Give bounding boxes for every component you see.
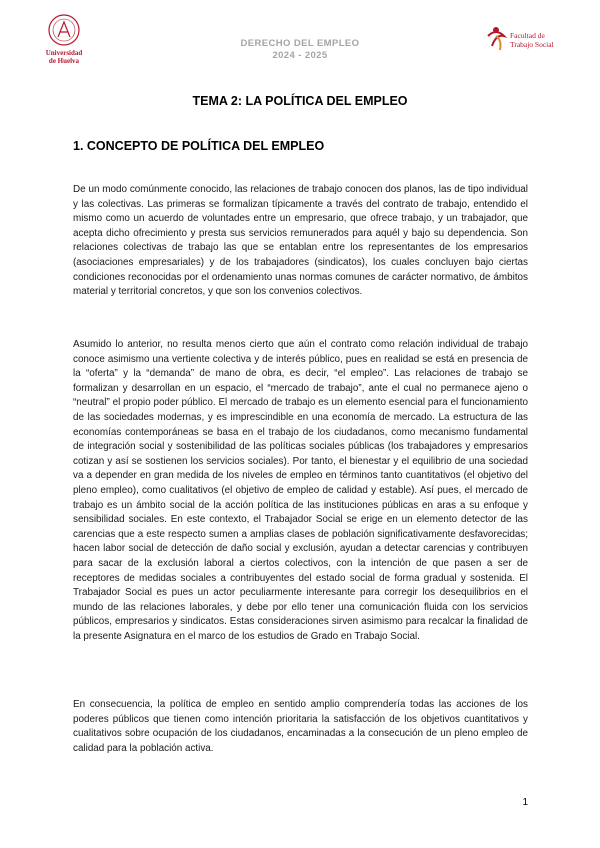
- header-year: 2024 - 2025: [272, 50, 328, 61]
- svg-text:Trabajo Social: Trabajo Social: [510, 40, 554, 49]
- page-number: 1: [522, 797, 528, 808]
- paragraph-1: De un modo comúnmente conocido, las relaciones de trabajo conocen dos planos, las de tipo individual y las colectivas. Las primeras se formalizan típicamente a través del contrato de trabajo, entendido el mismo como un acuerdo de voluntades entre un empresario, que ofrece trabajo, y un trabajador, que acepta dicho ofrecimiento y presta sus servicios remunerados para aquél y bajo su dependencia. Son relaciones colectivas de trabajo las que se entablan entre los representantes de los empresarios (asociaciones empresariales) y de los trabajadores (sindicatos), los cuales concluyen bajo ciertas condiciones reconocidas por el ordenamiento unas normas comunes de carácter normativo, de ámbitos material y territorial concretos, y que son los convenios colectivos.: [73, 184, 528, 298]
- paragraph-2: Asumido lo anterior, no resulta menos cierto que aún el contrato como relación individual de trabajo conoce asimismo una vertiente colectiva y de interés público, pues en realidad se está en presencia de la “oferta” y la “demanda” de mano de obra, es decir, “el empleo”. Las relaciones de trabajo se formalizan y desarrollan en un espacio, el “mercado de trabajo”, ante el cual no permanece ajeno o “neutral” el propio poder público. El mercado de trabajo es un elemento esencial para el funcionamiento de las sociedades modernas, y es imprescindible en una economía de mercado. La estructura de las economías contemporáneas se basa en el trabajo de los ciudadanos, como mecanismo fundamental de integración social y sostenibilidad de las políticas sociales públicas (los trabajadores y empresarios cotizan y así se sostienen los servicios sociales). Por tanto, el bienestar y el equilibrio de una sociedad va a depender en gran medida de los niveles de empleo en términos tanto cuantitativos (el objetivo del pleno empleo), como cualitativos (el objetivo de empleo de calidad y estable). Así pues, el mercado de trabajo es un ámbito social de la acción política de las instituciones públicas en aras a su enfoque y sensibilidad sociales. En este contexto, el Trabajador Social se erige en un elemento detector de las carencias que a este respecto sumen a amplias clases de población significativamente desfavorecidas; hacen labor social de detección de daño social y exclusión, ayudan a detectar carencias y contribuyen para sacar de la exclusión laboral a ciertos colectivos, con la intención de que pasen a ser de receptores de medidas sociales a contribuyentes del estado social de forma gradual y sostenida. El Trabajador Social es pues un actor peculiarmente interesante para corregir los desequilibrios en el mundo de las relaciones laborales, y debe por ello tener una comunicación fluida con los servicios públicos, empresarios y sindicatos. Estas consideraciones sirven asimismo para recalcar la finalidad de la presente Asignatura en el marco de los estudios de Grado en Trabajo Social.: [73, 339, 528, 642]
- section-heading: 1. CONCEPTO DE POLÍTICA DEL EMPLEO: [73, 139, 325, 153]
- faculty-logo: [486, 24, 586, 54]
- svg-text:Facultad de: Facultad de: [510, 31, 545, 40]
- svg-text:Universidad: Universidad: [45, 49, 83, 57]
- paragraph-3: En consecuencia, la política de empleo en sentido amplio comprendería todas las acciones de los poderes públicos que tienen como intención prioritaria la satisfacción de los objetivos cuantitativos y cualitativos sobre ocupación de los ciudadanos, encaminadas a la consecución de un pleno empleo de calidad para la población activa.: [73, 699, 528, 754]
- document-title: TEMA 2: LA POLÍTICA DEL EMPLEO: [192, 94, 408, 108]
- svg-text:de Huelva: de Huelva: [48, 57, 80, 65]
- header-subject: DERECHO DEL EMPLEO: [240, 38, 360, 49]
